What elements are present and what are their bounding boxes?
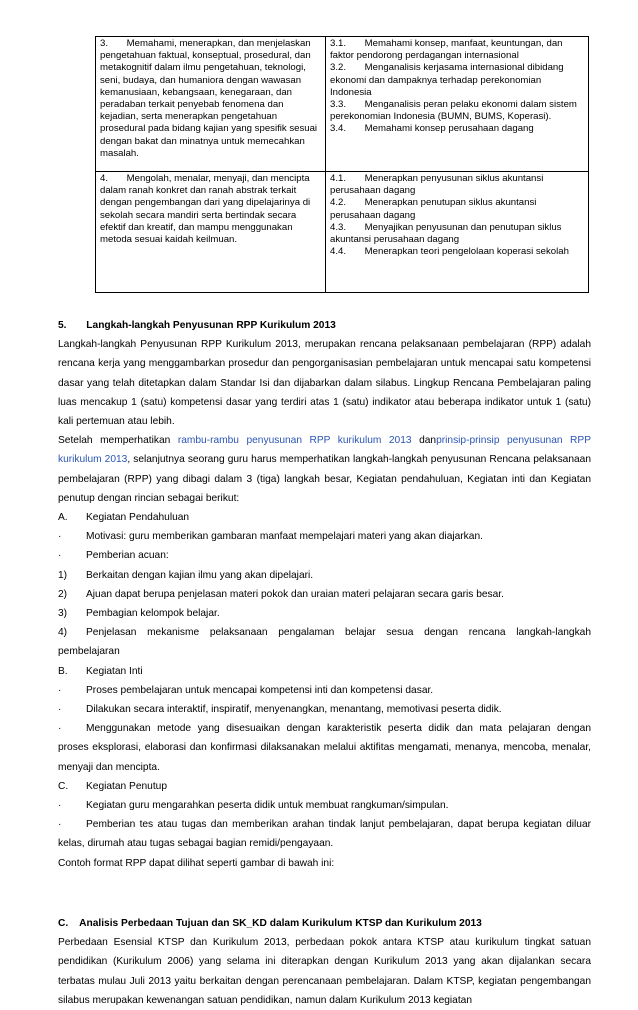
list-text: Motivasi: guru memberikan gambaran manfaat mempelajari materi yang akan diajarkan. bbox=[86, 531, 483, 543]
kd-cell bbox=[326, 172, 589, 293]
paragraph-text: dan bbox=[411, 435, 437, 447]
list-marker: · bbox=[58, 819, 62, 831]
paragraph bbox=[58, 431, 591, 508]
list-marker: 3) bbox=[58, 608, 68, 620]
list-item bbox=[58, 719, 591, 738]
subsection-heading bbox=[58, 508, 591, 527]
rambu-rambu-link[interactable]: rambu-rambu penyusunan RPP kurikulum 2013 bbox=[177, 435, 412, 447]
list-marker: · bbox=[58, 684, 62, 696]
list-item bbox=[58, 546, 591, 565]
spacer bbox=[58, 873, 591, 895]
list-text: Pemberian tes atau tugas dan memberikan arahan tindak lanjut pembelajaran, dapat berupa kegiatan diluar bbox=[86, 819, 591, 831]
list-text: Berkaitan dengan kajian ilmu yang akan dipelajari. bbox=[86, 569, 314, 581]
table-row bbox=[96, 37, 589, 172]
paragraph-text: , selanjutnya seorang guru harus memperhatikan langkah-langkah penyusunan Rencana pelaksanaan pembelajaran (RPP) yang dibagi dalam 3 (tiga) langkah besar, Kegiatan pendahuluan, Kegiatan inti dan Kegiatan penutup dengan rincian sebagai berikut: bbox=[58, 454, 591, 504]
section-heading: C. Analisis Perbedaan Tujuan dan SK_KD dalam Kurikulum KTSP dan Kurikulum 2013 bbox=[58, 917, 482, 929]
list-marker: B. bbox=[58, 665, 68, 677]
paragraph: Langkah-langkah Penyusunan RPP Kurikulum 2013, merupakan rencana pelaksanaan pembelajaran (RPP) adalah rencana kerja yang menggambarkan prosedur dan pengorganisasian pembelajaran untuk mencapai satu kompetensi dasar yang telah ditetapkan dalam Standar Isi dan dijabarkan dalam silabus. Lingkup Rencana Pembelajaran paling luas mencakup 1 (satu) kompetensi dasar yang terdiri atas 1 (satu) indikator atau beberapa indikator untuk 1 (satu) kali pertemuan atau lebih. bbox=[58, 339, 591, 428]
subsection-title: Kegiatan Inti bbox=[86, 665, 143, 677]
list-marker: · bbox=[58, 531, 62, 543]
section-heading: 5. Langkah-langkah Penyusunan RPP Kurikulum 2013 bbox=[58, 320, 336, 331]
closing-line: Contoh format RPP dapat dilihat seperti gambar di bawah ini: bbox=[58, 857, 335, 869]
list-text: Pemberian acuan: bbox=[86, 550, 169, 562]
kd-item: 3.1. Memahami konsep, manfaat, keuntungan, dan faktor pendorong perdagangan internasional bbox=[330, 38, 563, 62]
list-item bbox=[58, 815, 591, 834]
subsection-heading bbox=[58, 777, 591, 796]
ki-cell bbox=[96, 37, 326, 172]
list-marker: 4) bbox=[58, 627, 68, 639]
list-marker: · bbox=[58, 704, 62, 716]
paragraph: Perbedaan Esensial KTSP dan Kurikulum 2013, perbedaan pokok antara KTSP atau kurikulum tingkat satuan pendidikan (Kurikulum 2006) yang selama ini diterapkan dengan Kurikulum 2013 yang akan dijalankan secara terbatas mulau Juli 2013 yaitu berkaitan dengan perencanaan pembelajaran. Dalam KTSP, kegiatan pengembangan silabus merupakan kewenangan satuan pendidikan, namun dalam Kurikulum 2013 kegiatan bbox=[58, 937, 591, 1006]
ki-text: 4. Mengolah, menalar, menyaji, dan mencipta dalam ranah konkret dan ranah abstrak terkait dengan pengembangan dari yang dipelajarinya di sekolah secara mandiri serta bertindak secara efektif dan kreatif, dan mampu menggunakan metoda sesuai kaidah keilmuan. bbox=[100, 173, 311, 246]
document-body bbox=[58, 316, 591, 1010]
list-continuation: pembelajaran bbox=[58, 646, 120, 658]
list-text: Menggunakan metode yang disesuaikan dengan karakteristik peserta didik dan mata pelajaran dengan bbox=[86, 723, 591, 735]
kd-item: 3.3. Menganalisis peran pelaku ekonomi dalam sistem perekonomian Indonesia (BUMN, BUMS, Koperasi). bbox=[330, 99, 577, 123]
list-text: Ajuan dapat berupa penjelasan materi pokok dan uraian materi pelajaran secara garis besar. bbox=[86, 588, 504, 600]
list-marker: · bbox=[58, 800, 62, 812]
list-text: Penjelasan mekanisme pelaksanaan pengalaman belajar sesua dengan rencana langkah-langkah bbox=[86, 627, 591, 639]
competency-table bbox=[95, 36, 589, 293]
list-item bbox=[58, 585, 591, 604]
list-marker: · bbox=[58, 723, 62, 735]
list-continuation: proses eksplorasi, elaborasi dan konfirmasi dilaksanakan melalui aktifitas mengamati, menanya, mencoba, menalar, menyaji dan mencipta. bbox=[58, 742, 591, 773]
kd-item: 4.3. Menyajikan penyusunan dan penutupan siklus akuntansi perusahaan dagang bbox=[330, 221, 562, 246]
list-item bbox=[58, 604, 591, 623]
subsection-heading bbox=[58, 662, 591, 681]
list-item bbox=[58, 623, 591, 642]
list-item bbox=[58, 527, 591, 546]
list-item bbox=[58, 681, 591, 700]
list-text: Kegiatan guru mengarahkan peserta didik untuk membuat rangkuman/simpulan. bbox=[86, 800, 449, 812]
list-item bbox=[58, 566, 591, 585]
list-marker: C. bbox=[58, 780, 69, 792]
paragraph-text: Setelah memperhatikan bbox=[58, 435, 178, 447]
ki-text: 3. Memahami, menerapkan, dan menjelaskan pengetahuan faktual, konseptual, prosedural, dan metakognitif dalam ilmu pengetahuan, teknologi, seni, budaya, dan humaniora dengan wawasan kemanusiaan, kebangsaan, kenegaraan, dan peradaban terkait penyebab fenomena dan kejadian, serta menerapkan pengetahuan prosedural pada bidang kajian yang spesifik sesuai dengan bakat dan minatnya untuk memecahkan masalah. bbox=[100, 38, 318, 159]
list-item bbox=[58, 796, 591, 815]
list-marker: · bbox=[58, 550, 62, 562]
spacer bbox=[58, 895, 591, 914]
list-marker: 2) bbox=[58, 588, 68, 600]
ki-cell bbox=[96, 172, 326, 293]
table-row bbox=[96, 172, 589, 293]
list-text: Proses pembelajaran untuk mencapai kompetensi inti dan kompetensi dasar. bbox=[86, 684, 434, 696]
kd-item: 4.4. Menerapkan teori pengelolaan koperasi sekolah bbox=[330, 246, 569, 258]
list-text: Pembagian kelompok belajar. bbox=[86, 608, 220, 620]
kd-cell bbox=[326, 37, 589, 172]
prinsip-prinsip-link[interactable]: prinsip-prinsip penyusunan RPP kurikulum 2013 bbox=[58, 435, 591, 466]
kd-item: 3.2. Menganalisis kerjasama internasional dibidang ekonomi dan dampaknya terhadap perekonomian Indonesia bbox=[330, 62, 564, 98]
list-marker: 1) bbox=[58, 569, 68, 581]
kd-item: 4.2. Menerapkan penutupan siklus akuntansi perusahaan dagang bbox=[330, 197, 537, 221]
kd-item: 4.1. Menerapkan penyusunan siklus akuntansi perusahaan dagang bbox=[330, 173, 544, 197]
list-marker: A. bbox=[58, 512, 68, 524]
subsection-title: Kegiatan Penutup bbox=[86, 780, 168, 792]
subsection-title: Kegiatan Pendahuluan bbox=[86, 512, 190, 524]
kd-item: 3.4. Memahami konsep perusahaan dagang bbox=[330, 123, 534, 135]
list-text: Dilakukan secara interaktif, inspiratif, menyenangkan, menantang, memotivasi peserta didik. bbox=[86, 704, 502, 716]
list-continuation: kelas, dirumah atau tugas sebagai bagian remidi/pengayaan. bbox=[58, 838, 334, 850]
list-item bbox=[58, 700, 591, 719]
